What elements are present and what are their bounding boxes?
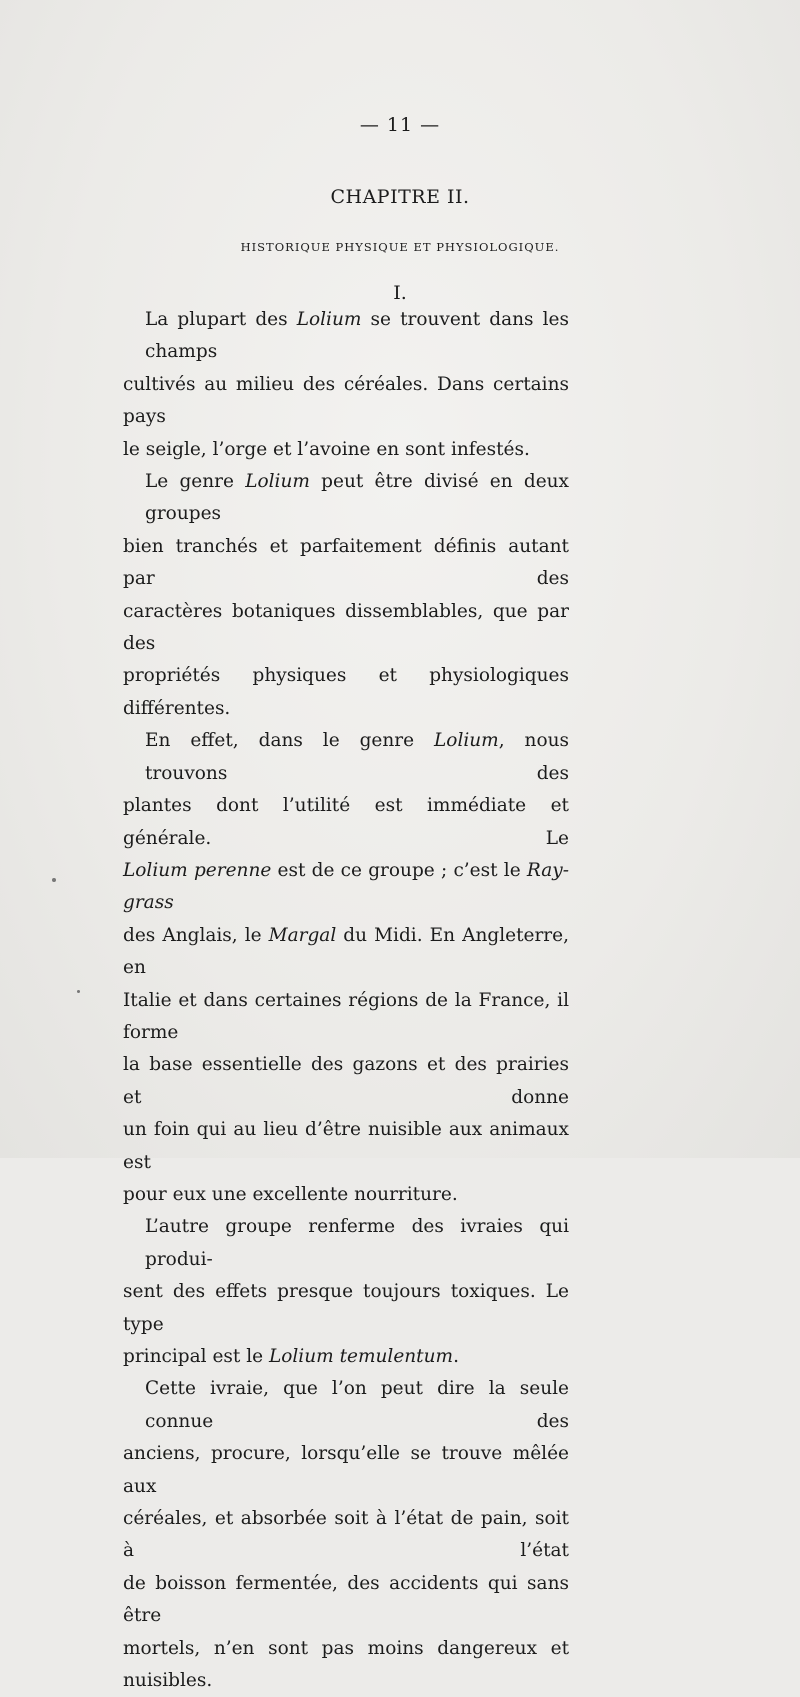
- text-segment: En effet, dans le genre: [145, 730, 435, 752]
- text-line: [123, 1114, 569, 1179]
- text-segment: bien tranchés et parfaitement définis autant par des: [123, 535, 569, 590]
- text-line: [123, 1373, 569, 1438]
- text-segment: se trouvent dans les champs: [145, 309, 569, 363]
- paragraph: [123, 1373, 569, 1697]
- text-line: [123, 434, 569, 466]
- text-line: [123, 920, 569, 985]
- text-segment: plantes dont l’utilité est immédiate et générale. Le: [123, 795, 569, 849]
- text-segment: Italie et dans certaines régions de la France, il forme: [123, 989, 569, 1043]
- text-line: [123, 855, 569, 920]
- text-segment: Le genre: [145, 471, 246, 493]
- paragraph: [123, 466, 569, 725]
- text-line: [123, 1503, 569, 1568]
- text-segment: L’autre groupe renferme des ivraies qui produi-: [145, 1216, 569, 1270]
- text-line: [123, 1438, 569, 1503]
- text-line: [123, 985, 569, 1050]
- text-line: [123, 790, 569, 855]
- text-line: [123, 596, 569, 661]
- text-line: [123, 660, 569, 725]
- text-segment: pour eux une excellente nourriture.: [123, 1183, 458, 1205]
- text-line: [123, 1341, 569, 1373]
- text-segment: cultivés au milieu des céréales. Dans certains pays: [123, 373, 569, 428]
- text-segment: peut être divisé en deux groupes: [145, 471, 569, 525]
- text-line: [123, 1633, 569, 1697]
- text-segment: Cette ivraie, que l’on peut dire la seule connue des: [145, 1378, 569, 1432]
- text-line: [123, 725, 569, 790]
- chapter-subtitle: HISTORIQUE PHYSIQUE ET PHYSIOLOGIQUE.: [240, 240, 560, 254]
- text-segment: céréales, et absorbée soit à l’état de pain, soit à l’état: [123, 1508, 569, 1562]
- body-text: [123, 304, 569, 1697]
- text-segment: un foin qui au lieu d’être nuisible aux animaux est: [123, 1119, 569, 1173]
- italic-term: Lolium: [245, 471, 310, 493]
- text-line: [123, 531, 569, 596]
- text-segment: , nous trouvons des: [145, 730, 569, 784]
- section-number: I.: [393, 282, 407, 304]
- text-segment: des Anglais, le: [123, 924, 269, 946]
- text-line: [123, 466, 569, 531]
- page-number: — 11 —: [359, 114, 441, 136]
- text-segment: propriétés physiques et physiologiques différentes.: [123, 665, 569, 719]
- text-segment: anciens, procure, lorsqu’elle se trouve mêlée aux: [123, 1443, 569, 1497]
- paragraph: [123, 304, 569, 466]
- chapter-title: CHAPITRE II.: [330, 186, 470, 208]
- page-speck: [52, 878, 56, 882]
- text-segment: de boisson fermentée, des accidents qui sans être: [123, 1572, 569, 1627]
- text-segment: sent des effets presque toujours toxiques. Le type: [123, 1281, 569, 1335]
- italic-term: Ray-grass: [123, 859, 569, 914]
- paragraph: [123, 725, 569, 1211]
- italic-term: Lolium perenne: [123, 859, 272, 881]
- italic-term: Lolium temulentum: [268, 1346, 454, 1367]
- italic-term: Lolium: [434, 730, 499, 752]
- text-segment: la base essentielle des gazons et des prairies et donne: [123, 1054, 569, 1108]
- text-line: [123, 369, 569, 434]
- italic-term: Margal: [268, 924, 337, 946]
- text-segment: caractères botaniques dissemblables, que par des: [123, 600, 569, 655]
- text-line: [123, 304, 569, 369]
- text-line: [123, 1179, 569, 1211]
- page-speck: [77, 990, 80, 993]
- text-line: [123, 1568, 569, 1633]
- text-segment: le seigle, l’orge et l’avoine en sont infestés.: [123, 438, 530, 460]
- text-segment: La plupart des: [145, 309, 297, 330]
- text-segment: .: [453, 1346, 459, 1367]
- text-line: [123, 1211, 569, 1276]
- text-segment: mortels, n’en sont pas moins dangereux et nuisibles.: [123, 1637, 569, 1692]
- text-segment: est de ce groupe ; c’est le: [271, 859, 527, 881]
- text-line: [123, 1049, 569, 1114]
- text-line: [123, 1276, 569, 1341]
- paragraph: [123, 1211, 569, 1373]
- italic-term: Lolium: [296, 309, 362, 330]
- text-segment: du Midi. En Angleterre, en: [123, 924, 569, 979]
- text-segment: principal est le: [123, 1346, 269, 1367]
